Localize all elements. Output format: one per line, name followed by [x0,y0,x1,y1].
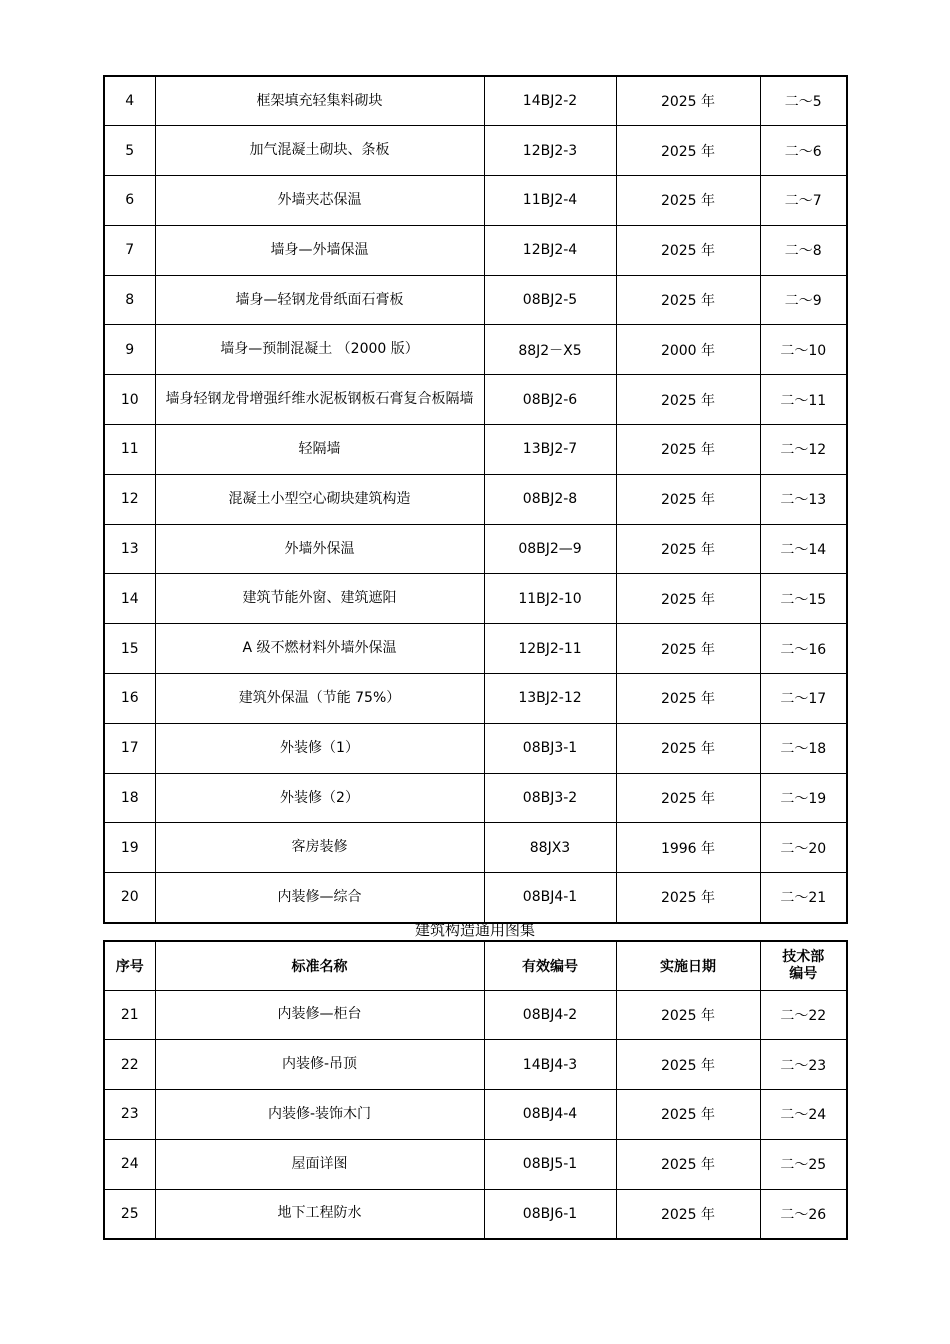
cell-valid-code: 13BJ2-12 [484,674,616,724]
cell-dept-code: 二～5 [760,76,847,126]
cell-valid-code: 08BJ2-5 [484,275,616,325]
cell-effective-date: 2025 年 [616,773,760,823]
cell-dept-code: 二～8 [760,225,847,275]
standards-table-bottom [103,940,848,1240]
table-header-row [104,941,847,990]
cell-index: 11 [104,425,155,475]
cell-standard-name: 混凝土小型空心砌块建筑构造 [155,474,484,524]
cell-dept-code: 二～26 [760,1189,847,1239]
header-valid-code: 有效编号 [484,941,616,990]
cell-standard-name: 内装修—综合 [155,873,484,923]
cell-effective-date: 2000 年 [616,325,760,375]
standards-table-top [103,75,848,924]
cell-index: 24 [104,1139,155,1189]
header-effective-date: 实施日期 [616,941,760,990]
table-row [104,574,847,624]
header-dept-code: 技术部 编号 [760,941,847,990]
table-caption: 建筑构造通用图集 [414,921,535,939]
cell-dept-code: 二～12 [760,425,847,475]
table-row [104,76,847,126]
cell-valid-code: 14BJ4-3 [484,1040,616,1090]
cell-effective-date: 2025 年 [616,674,760,724]
cell-effective-date: 2025 年 [616,873,760,923]
table-row [104,524,847,574]
cell-valid-code: 11BJ2-4 [484,176,616,226]
table-row [104,1189,847,1239]
cell-valid-code: 08BJ4-4 [484,1090,616,1140]
cell-index: 25 [104,1189,155,1239]
cell-index: 16 [104,674,155,724]
cell-effective-date: 2025 年 [616,76,760,126]
cell-dept-code: 二～14 [760,524,847,574]
cell-dept-code: 二～21 [760,873,847,923]
cell-valid-code: 08BJ2-6 [484,375,616,425]
cell-standard-name: 外墙夹芯保温 [155,176,484,226]
table-row [104,1040,847,1090]
cell-index: 21 [104,990,155,1040]
table-row [104,375,847,425]
cell-valid-code: 08BJ3-1 [484,723,616,773]
cell-index: 17 [104,723,155,773]
cell-effective-date: 2025 年 [616,1090,760,1140]
cell-dept-code: 二～25 [760,1139,847,1189]
cell-dept-code: 二～22 [760,990,847,1040]
cell-valid-code: 12BJ2-3 [484,126,616,176]
cell-effective-date: 2025 年 [616,524,760,574]
cell-effective-date: 2025 年 [616,275,760,325]
cell-effective-date: 2025 年 [616,1139,760,1189]
cell-valid-code: 08BJ4-1 [484,873,616,923]
cell-valid-code: 08BJ2—9 [484,524,616,574]
cell-dept-code: 二～24 [760,1090,847,1140]
cell-valid-code: 11BJ2-10 [484,574,616,624]
cell-valid-code: 88J2－X5 [484,325,616,375]
header-index: 序号 [104,941,155,990]
cell-index: 18 [104,773,155,823]
cell-index: 19 [104,823,155,873]
cell-index: 7 [104,225,155,275]
table-row [104,990,847,1040]
cell-index: 10 [104,375,155,425]
cell-standard-name: 内装修-吊顶 [155,1040,484,1090]
cell-standard-name: 墙身—外墙保温 [155,225,484,275]
cell-index: 15 [104,624,155,674]
cell-index: 12 [104,474,155,524]
cell-valid-code: 08BJ5-1 [484,1139,616,1189]
cell-dept-code: 二～18 [760,723,847,773]
header-standard-name: 标准名称 [155,941,484,990]
cell-effective-date: 2025 年 [616,723,760,773]
cell-standard-name: 墙身—轻钢龙骨纸面石膏板 [155,275,484,325]
table-row [104,275,847,325]
cell-effective-date: 2025 年 [616,375,760,425]
cell-standard-name: 轻隔墙 [155,425,484,475]
cell-effective-date: 2025 年 [616,574,760,624]
cell-effective-date: 2025 年 [616,990,760,1040]
table-row [104,325,847,375]
cell-dept-code: 二～15 [760,574,847,624]
table-row [104,1090,847,1140]
cell-effective-date: 2025 年 [616,624,760,674]
cell-standard-name: 建筑外保温（节能 75%） [155,674,484,724]
cell-standard-name: 内装修-装饰木门 [155,1090,484,1140]
cell-dept-code: 二～19 [760,773,847,823]
cell-dept-code: 二～13 [760,474,847,524]
cell-standard-name: 屋面详图 [155,1139,484,1189]
cell-index: 14 [104,574,155,624]
cell-effective-date: 1996 年 [616,823,760,873]
table-row [104,225,847,275]
cell-index: 9 [104,325,155,375]
table-row [104,425,847,475]
cell-standard-name: 客房装修 [155,823,484,873]
cell-dept-code: 二～20 [760,823,847,873]
cell-standard-name: 墙身—预制混凝土 （2000 版） [155,325,484,375]
cell-standard-name: A 级不燃材料外墙外保温 [155,624,484,674]
cell-standard-name: 建筑节能外窗、建筑遮阳 [155,574,484,624]
table-row [104,624,847,674]
table-row [104,126,847,176]
cell-index: 5 [104,126,155,176]
table-row [104,674,847,724]
cell-index: 22 [104,1040,155,1090]
cell-standard-name: 框架填充轻集料砌块 [155,76,484,126]
cell-standard-name: 墙身轻钢龙骨增强纤维水泥板钢板石膏复合板隔墙 [155,375,484,425]
cell-dept-code: 二～9 [760,275,847,325]
cell-dept-code: 二～10 [760,325,847,375]
table-row [104,773,847,823]
cell-dept-code: 二～17 [760,674,847,724]
cell-valid-code: 08BJ3-2 [484,773,616,823]
table-row [104,723,847,773]
cell-effective-date: 2025 年 [616,126,760,176]
cell-standard-name: 外墙外保温 [155,524,484,574]
cell-dept-code: 二～6 [760,126,847,176]
cell-effective-date: 2025 年 [616,1040,760,1090]
cell-standard-name: 内装修—柜台 [155,990,484,1040]
cell-valid-code: 08BJ2-8 [484,474,616,524]
cell-effective-date: 2025 年 [616,1189,760,1239]
table-row [104,873,847,923]
cell-dept-code: 二～7 [760,176,847,226]
table-row [104,823,847,873]
cell-dept-code: 二～16 [760,624,847,674]
cell-valid-code: 14BJ2-2 [484,76,616,126]
cell-index: 4 [104,76,155,126]
table-row [104,474,847,524]
cell-effective-date: 2025 年 [616,225,760,275]
cell-valid-code: 88JX3 [484,823,616,873]
cell-effective-date: 2025 年 [616,176,760,226]
cell-index: 6 [104,176,155,226]
cell-index: 23 [104,1090,155,1140]
cell-index: 20 [104,873,155,923]
cell-valid-code: 13BJ2-7 [484,425,616,475]
cell-dept-code: 二～11 [760,375,847,425]
cell-effective-date: 2025 年 [616,474,760,524]
cell-standard-name: 加气混凝土砌块、条板 [155,126,484,176]
cell-valid-code: 08BJ6-1 [484,1189,616,1239]
table-row [104,176,847,226]
cell-effective-date: 2025 年 [616,425,760,475]
cell-dept-code: 二～23 [760,1040,847,1090]
cell-index: 13 [104,524,155,574]
table-row [104,1139,847,1189]
cell-valid-code: 12BJ2-4 [484,225,616,275]
cell-valid-code: 12BJ2-11 [484,624,616,674]
cell-standard-name: 外装修（1） [155,723,484,773]
cell-index: 8 [104,275,155,325]
cell-standard-name: 外装修（2） [155,773,484,823]
cell-valid-code: 08BJ4-2 [484,990,616,1040]
cell-standard-name: 地下工程防水 [155,1189,484,1239]
